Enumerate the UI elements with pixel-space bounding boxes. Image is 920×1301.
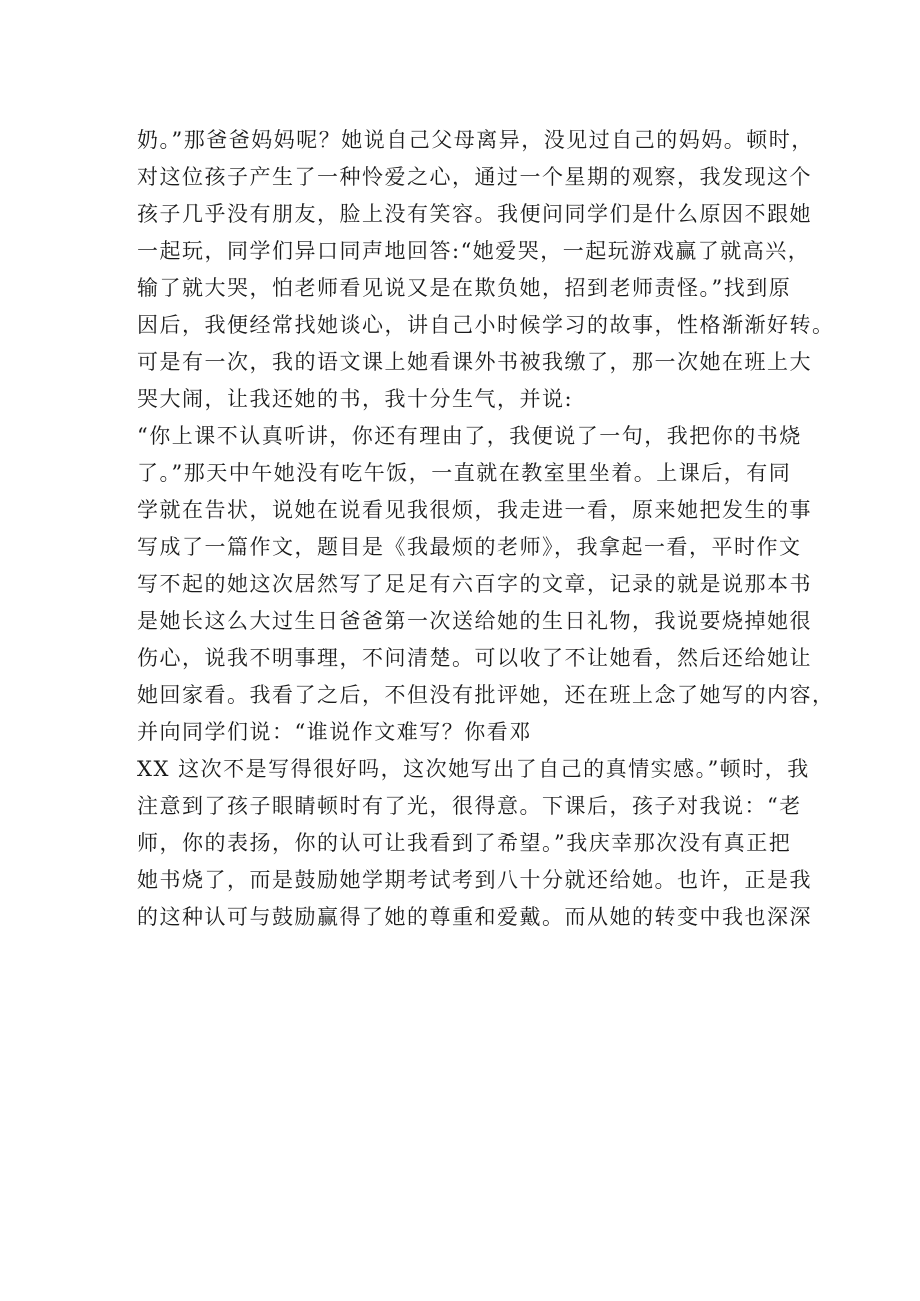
text-line-16: 她回家看。我看了之后，不但没有批评她，还在班上念了她写的内容， bbox=[137, 683, 835, 707]
text-line-13: 写不起的她这次居然写了足足有六百字的文章，记录的就是说那本书 bbox=[137, 572, 812, 596]
text-line-14: 是她长这么大过生日爸爸第一次送给她的生日礼物，我说要烧掉她很 bbox=[137, 609, 812, 633]
text-line-1: 奶。”那爸爸妈妈呢？她说自己父母离异，没见过自己的妈妈。顿时， bbox=[137, 128, 814, 152]
text-line-2: 对这位孩子产生了一种怜爱之心，通过一个星期的观察，我发现这个 bbox=[137, 165, 812, 189]
text-line-7: 可是有一次，我的语文课上她看课外书被我缴了，那一次她在班上大 bbox=[137, 350, 812, 374]
text-line-3: 孩子几乎没有朋友，脸上没有笑容。我便问同学们是什么原因不跟她 bbox=[137, 202, 812, 226]
text-line-12: 写成了一篇作文，题目是《我最烦的老师》，我拿起一看，平时作文 bbox=[137, 535, 802, 559]
text-line-22: 的这种认可与鼓励赢得了她的尊重和爱戴。而从她的转变中我也深深 bbox=[137, 905, 812, 929]
text-line-11: 学就在告状，说她在说看见我很烦，我走进一看，原来她把发生的事 bbox=[137, 498, 812, 522]
text-line-5: 输了就大哭，怕老师看见说又是在欺负她，招到老师责怪。”找到原 bbox=[137, 276, 792, 300]
text-line-8: 哭大闹，让我还她的书，我十分生气，并说: bbox=[137, 387, 574, 411]
body-text bbox=[137, 122, 835, 936]
text-line-15: 伤心，说我不明事理，不问清楚。可以收了不让她看，然后还给她让 bbox=[137, 646, 812, 670]
text-line-19: 注意到了孩子眼睛顿时有了光，很得意。下课后，孩子对我说：“老 bbox=[137, 794, 802, 818]
text-line-20: 师，你的表扬，你的认可让我看到了希望。”我庆幸那次没有真正把 bbox=[137, 831, 792, 855]
text-line-17: 并向同学们说：“谁说作文难写？你看邓 bbox=[137, 720, 532, 744]
text-line-9: “你上课不认真听讲，你还有理由了，我便说了一句，我把你的书烧 bbox=[137, 424, 802, 448]
text-line-4: 一起玩，同学们异口同声地回答:“她爱哭，一起玩游戏赢了就高兴， bbox=[137, 239, 811, 263]
text-line-6: 因后，我便经常找她谈心，讲自己小时候学习的故事，性格渐渐好转。 bbox=[137, 313, 835, 337]
text-line-10: 了。”那天中午她没有吃午饭，一直就在教室里坐着。上课后，有同 bbox=[137, 461, 792, 485]
text-line-18: XX 这次不是写得很好吗，这次她写出了自己的真情实感。”顿时，我 bbox=[137, 757, 810, 781]
text-line-21: 她书烧了，而是鼓励她学期考试考到八十分就还给她。也许，正是我 bbox=[137, 868, 812, 892]
